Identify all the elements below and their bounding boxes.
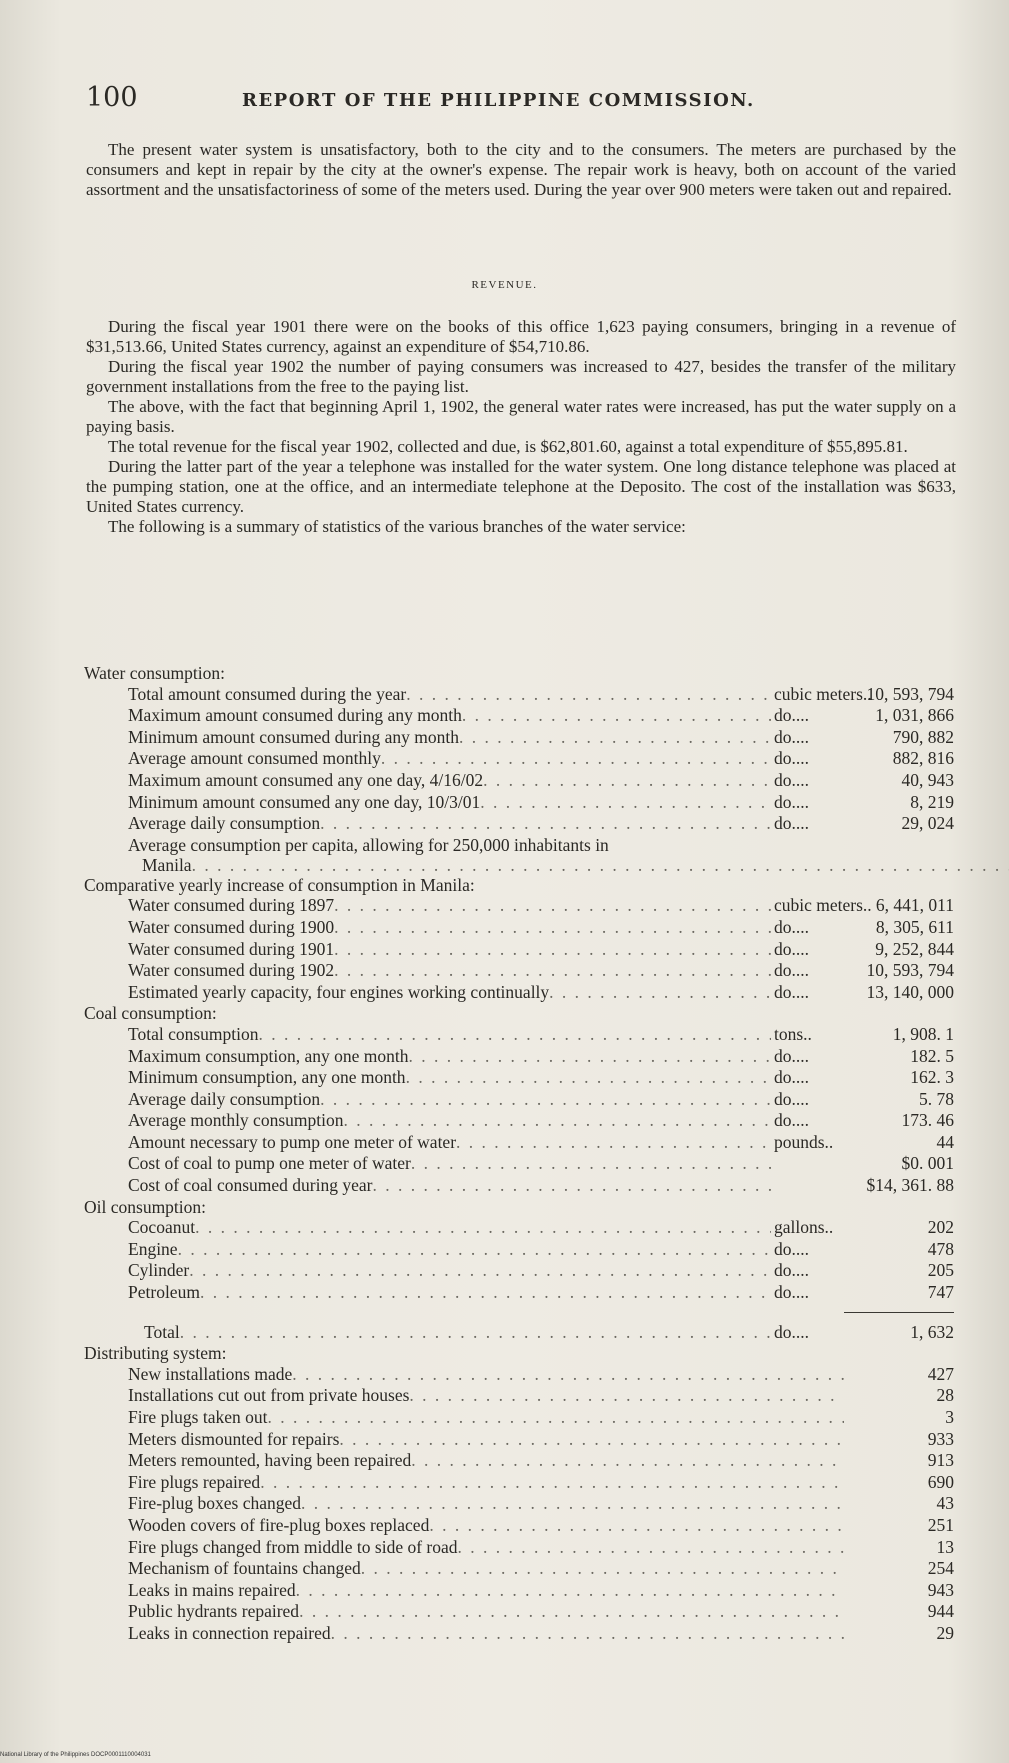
table-row xyxy=(84,727,954,749)
row-value: 205 xyxy=(927,1260,954,1281)
row-value: 478 xyxy=(927,1238,954,1259)
row-value: 29 xyxy=(936,1622,954,1643)
row-value: 1, 632 xyxy=(910,1321,954,1342)
row-unit: do.... xyxy=(774,1045,809,1066)
row-label: Total consumption xyxy=(128,1023,259,1044)
row-unit: pounds.. xyxy=(774,1131,834,1152)
row-label: Minimum consumption, any one month xyxy=(128,1067,406,1088)
row-label: Total xyxy=(144,1321,180,1342)
row-value: 1, 031, 866 xyxy=(875,705,954,726)
table-row xyxy=(84,705,954,727)
table-row xyxy=(84,792,954,814)
table-row xyxy=(84,1623,954,1645)
table-row xyxy=(84,1515,954,1537)
table-row xyxy=(84,982,954,1004)
row-unit: do.... xyxy=(774,769,809,790)
row-label: Estimated yearly capacity, four engines working continually xyxy=(128,981,550,1002)
row-label-continued: Manila xyxy=(142,854,192,875)
row-value: 747 xyxy=(927,1282,954,1303)
page-header xyxy=(86,82,946,122)
row-value: 43 xyxy=(936,1493,954,1514)
row-label: Average consumption per capita, allowing for 250,000 inhabitants in xyxy=(128,834,609,855)
table-row xyxy=(84,939,954,961)
row-label: Average daily consumption xyxy=(128,813,321,834)
table-row xyxy=(84,684,954,706)
row-label: Fire plugs taken out xyxy=(128,1407,268,1427)
table-row xyxy=(84,1067,954,1089)
row-label: Average monthly consumption xyxy=(128,1110,344,1131)
table-row xyxy=(84,1537,954,1559)
revenue-paragraph: The above, with the fact that beginning April 1, 1902, the general water rates were increased, has put the water supply on a paying basis. xyxy=(86,397,956,436)
row-unit: do.... xyxy=(774,791,809,812)
row-value: 6, 441, 011 xyxy=(875,895,954,916)
row-value: 8, 305, 611 xyxy=(875,916,954,937)
table-row xyxy=(84,813,954,835)
row-label: Petroleum xyxy=(128,1282,200,1303)
row-label: Cocoanut xyxy=(128,1217,196,1238)
row-label: Maximum amount consumed any one day, 4/16/02 xyxy=(128,769,484,790)
row-label: Wooden covers of fire-plug boxes replaced xyxy=(128,1514,430,1535)
row-label: Installations cut out from private houses xyxy=(128,1385,410,1406)
row-label: Water consumed during 1897 xyxy=(128,895,335,916)
row-unit: do.... xyxy=(774,813,809,834)
table-row xyxy=(84,960,954,982)
group-heading-distributing: Distributing system: xyxy=(84,1343,227,1364)
row-label: Average amount consumed monthly xyxy=(128,748,381,769)
group-heading-oil: Oil consumption: xyxy=(84,1196,207,1217)
row-value: 13 xyxy=(936,1536,954,1557)
row-unit: do.... xyxy=(774,705,809,726)
row-value: 3 xyxy=(945,1407,954,1427)
row-unit: do.... xyxy=(774,960,809,981)
group-heading-coal: Coal consumption: xyxy=(84,1003,217,1024)
table-row xyxy=(84,1601,954,1623)
intro-paragraph: The present water system is unsatisfactory, both to the city and to the consumers. The meters are purchased by the consumers and kept in repair by the city at the owner's expense. The repair work is heavy, both on account of the varied assortment and the unsatisfactoriness of some of the meters used. During the year over 900 meters were taken out and repaired. xyxy=(86,140,956,199)
row-value: 690 xyxy=(927,1471,954,1492)
row-unit: cubic meters.. xyxy=(774,683,872,704)
row-value: 5. 78 xyxy=(919,1088,954,1109)
row-value: 28 xyxy=(936,1385,954,1406)
revenue-paragraph: During the latter part of the year a telephone was installed for the water system. One long distance telephone was placed at the pumping station, one at the office, and an intermediate telephone at the Deposito. The cost of the installation was $633, United States currency. xyxy=(86,457,956,516)
table-row xyxy=(84,1450,954,1472)
row-value: 162. 3 xyxy=(910,1067,954,1088)
row-unit: do.... xyxy=(774,1067,809,1088)
row-label: Water consumed during 1900 xyxy=(128,916,335,937)
revenue-paragraph: During the fiscal year 1901 there were on the books of this office 1,623 paying consumers, bringing in a revenue of $31,513.66, United States currency, against an expenditure of $54,710.86. xyxy=(86,317,956,356)
row-value: 40, 943 xyxy=(901,769,954,790)
row-label: Maximum consumption, any one month xyxy=(128,1045,409,1066)
table-row xyxy=(84,1407,954,1429)
total-rule xyxy=(84,1304,954,1322)
running-head: REPORT OF THE PHILIPPINE COMMISSION. xyxy=(242,90,755,111)
row-unit: do.... xyxy=(774,1110,809,1131)
row-label: Meters dismounted for repairs xyxy=(128,1428,340,1449)
row-unit: do.... xyxy=(774,1088,809,1109)
row-value: 29, 024 xyxy=(901,813,954,834)
row-value: 10, 593, 794 xyxy=(866,683,954,704)
row-unit: do.... xyxy=(774,1260,809,1281)
row-unit: do.... xyxy=(774,916,809,937)
row-label: Leaks in connection repaired xyxy=(128,1622,331,1643)
row-label: Fire plugs repaired xyxy=(128,1471,261,1492)
row-value: $14, 361. 88 xyxy=(866,1175,954,1196)
row-label: Fire-plug boxes changed xyxy=(128,1493,302,1514)
row-label: Average daily consumption xyxy=(128,1088,321,1109)
row-unit: cubic meters.. xyxy=(774,895,872,916)
row-value: 251 xyxy=(927,1514,954,1535)
row-label: Cost of coal to pump one meter of water xyxy=(128,1153,411,1174)
table-row xyxy=(84,1217,954,1239)
row-value: 427 xyxy=(927,1363,954,1384)
row-unit: do.... xyxy=(774,748,809,769)
row-value: 44 xyxy=(936,1131,954,1152)
row-value: 944 xyxy=(927,1601,954,1622)
page-number: 100 xyxy=(86,82,138,113)
table-row xyxy=(84,1089,954,1111)
table-row xyxy=(84,1046,954,1068)
row-value: 173. 46 xyxy=(901,1110,954,1131)
row-label: Leaks in mains repaired xyxy=(128,1579,296,1600)
row-value: 790, 882 xyxy=(892,726,954,747)
table-row xyxy=(84,1558,954,1580)
scan-footer: National Library of the Philippines DOCP0001110004031 xyxy=(0,1752,151,1758)
table-row xyxy=(84,1472,954,1494)
table-row xyxy=(84,917,954,939)
row-unit: gallons.. xyxy=(774,1217,834,1238)
table-row xyxy=(84,1132,954,1154)
table-row xyxy=(84,748,954,770)
row-label: Cylinder xyxy=(128,1260,190,1281)
group-heading-comparative: Comparative yearly increase of consumption in Manila: xyxy=(84,874,475,895)
row-label: Water consumed during 1901 xyxy=(128,938,335,959)
revenue-paragraph: The following is a summary of statistics of the various branches of the water service: xyxy=(108,517,686,536)
row-label: Minimum amount consumed any one day, 10/3/01 xyxy=(128,791,481,812)
row-value: 933 xyxy=(927,1428,954,1449)
row-label: Maximum amount consumed during any month xyxy=(128,705,462,726)
row-value: 1, 908. 1 xyxy=(892,1023,954,1044)
row-unit: do.... xyxy=(774,981,809,1002)
row-label: Mechanism of fountains changed xyxy=(128,1558,361,1579)
table-row xyxy=(84,770,954,792)
row-label: Total amount consumed during the year xyxy=(128,683,407,704)
revenue-paragraph: During the fiscal year 1902 the number of paying consumers was increased to 427, besides the transfer of the military government installations from the free to the paying list. xyxy=(86,357,956,396)
row-unit xyxy=(771,1153,844,1175)
table-row xyxy=(84,1153,954,1175)
row-value: 202 xyxy=(927,1217,954,1238)
row-unit: do.... xyxy=(774,1238,809,1259)
section-title: REVENUE. xyxy=(471,279,538,291)
table-row-per-capita xyxy=(84,835,954,875)
table-row xyxy=(84,1580,954,1602)
table-row xyxy=(84,1282,954,1304)
row-value: 10, 593, 794 xyxy=(866,960,954,981)
table-row xyxy=(84,1239,954,1261)
row-value: 913 xyxy=(927,1450,954,1471)
table-row xyxy=(84,1175,954,1197)
row-value: 943 xyxy=(927,1579,954,1600)
intro-text xyxy=(86,140,956,200)
table-row xyxy=(84,1493,954,1515)
row-label: New installations made xyxy=(128,1363,293,1384)
revenue-paragraph: The total revenue for the fiscal year 1902, collected and due, is $62,801.60, against a total expenditure of $55,895.81. xyxy=(108,437,908,456)
row-unit: do.... xyxy=(774,938,809,959)
table-row xyxy=(84,1110,954,1132)
row-value: 882, 816 xyxy=(892,748,954,769)
row-value: 182. 5 xyxy=(910,1045,954,1066)
row-label: Cost of coal consumed during year xyxy=(128,1175,373,1196)
row-label: Public hydrants repaired xyxy=(128,1601,300,1622)
row-value: 9, 252, 844 xyxy=(875,938,954,959)
row-label: Minimum amount consumed during any month xyxy=(128,726,460,747)
table-row xyxy=(84,1385,954,1407)
revenue-text xyxy=(86,317,956,537)
row-label: Fire plugs changed from middle to side of road xyxy=(128,1536,458,1557)
row-label: Engine xyxy=(128,1238,178,1259)
row-unit: tons.. xyxy=(774,1023,812,1044)
row-value: 254 xyxy=(927,1558,954,1579)
row-unit: do.... xyxy=(774,1282,809,1303)
table-row xyxy=(84,1429,954,1451)
row-unit xyxy=(771,1175,844,1197)
table-row xyxy=(84,1364,954,1386)
statistics-table xyxy=(84,663,954,1645)
row-value: 13, 140, 000 xyxy=(866,981,954,1002)
table-row xyxy=(84,895,954,917)
table-row-total xyxy=(84,1322,954,1344)
row-label: Meters remounted, having been repaired xyxy=(128,1450,412,1471)
row-value: $0. 001 xyxy=(901,1153,954,1174)
row-unit: do.... xyxy=(774,1321,809,1342)
row-label: Amount necessary to pump one meter of water xyxy=(128,1131,457,1152)
table-row xyxy=(84,1024,954,1046)
group-heading-water: Water consumption: xyxy=(84,663,225,683)
row-unit: do.... xyxy=(774,726,809,747)
row-value: 8, 219 xyxy=(910,791,954,812)
table-row xyxy=(84,1260,954,1282)
row-label: Water consumed during 1902 xyxy=(128,960,335,981)
